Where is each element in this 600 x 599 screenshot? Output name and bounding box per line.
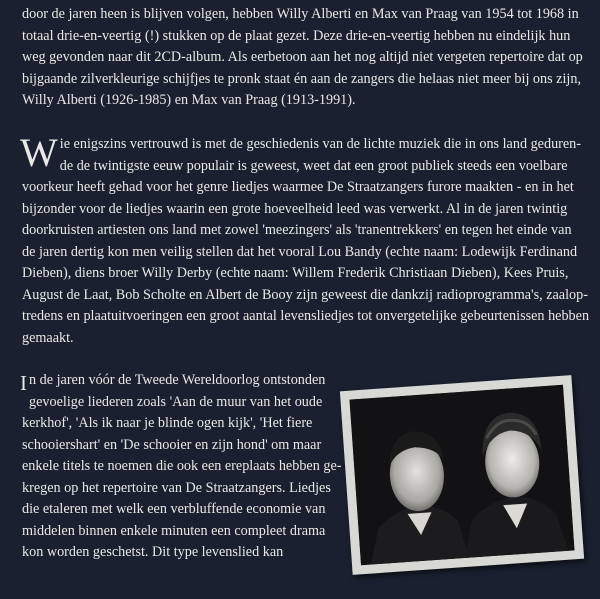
text-line: bijgaande zilverkleurige schijfjes te pronk staat én aan de zangers die helaas niet meer bij ons zijn, xyxy=(22,70,582,87)
text-line: Willy Alberti (1926-1985) en Max van Praag (1913-1991). xyxy=(22,92,356,108)
text-line: voorkeur heeft gehad voor het genre liedjes waarmee De Straatzangers furore maakten - en in het xyxy=(22,179,574,195)
photo-frame xyxy=(340,375,584,575)
text-line: enkele titels te noemen die ook een ereplaats hebben ge- xyxy=(22,458,342,474)
text-line: schooiershart' en 'De schooier en zijn hond' om maar xyxy=(22,436,322,453)
text-line: n de jaren vóór de Tweede Wereldoorlog ontstonden xyxy=(29,372,326,388)
text-line: de de twintigste eeuw populair is geweest, weet dat een groot publiek steeds een voelbare xyxy=(59,157,568,174)
drop-cap: W xyxy=(20,130,58,175)
text-line: ie enigszins vertrouwd is met de geschiedenis van de lichte muziek die in ons land geduren- xyxy=(59,136,582,152)
text-line: gevoelige liederen zoals 'Aan de muur van het oude xyxy=(29,393,323,410)
text-line: middelen binnen enkele minuten een compleet drama xyxy=(22,522,326,539)
text-line: totaal drie-en-veertig (!) stukken op de plaat gezet. Deze drie-en-veertig hebben nu eindelijk hun xyxy=(22,27,571,44)
text-line: de jaren dertig kon men veilig stellen dat het vooral Lou Bandy (echte naam: Lodewijk Ferdinand xyxy=(22,243,578,260)
drop-cap: I xyxy=(20,371,27,395)
framed-photo xyxy=(340,375,584,575)
text-line: door de jaren heen is blijven volgen, hebben Willy Alberti en Max van Praag van 1954 tot 1968 in xyxy=(22,6,579,22)
portrait-photo-two-singers xyxy=(349,385,574,566)
text-line: doorkruisten artiesten ons land met zowel 'meezingers' als 'tranentrekkers' en tegen het einde van xyxy=(22,222,572,238)
paragraph-prewar xyxy=(22,370,352,564)
text-line: August de Laat, Bob Scholte en Albert de Booy zijn geweest die dankzij radioprogramma's, zaalop- xyxy=(22,286,588,303)
paragraph-history xyxy=(20,130,590,349)
text-line: kregen op het repertoire van De Straatzangers. Liedjes xyxy=(22,479,331,496)
text-line: tredens en plaatuitvoeringen een groot aantal levensliedjes tot onvergetelijke gebeurtenissen hebben xyxy=(22,308,590,324)
paragraph-intro xyxy=(22,4,582,112)
text-line: die etaleren met welk een verbluffende economie van xyxy=(22,501,326,517)
text-line: weg gevonden naar dit 2CD-album. Als eerbetoon aan het nog altijd niet vergeten repertoire dat op xyxy=(22,49,583,65)
text-line: gemaakt. xyxy=(22,329,74,346)
text-line: Dieben), diens broer Willy Derby (echte naam: Willem Frederik Christiaan Dieben), Kees Pruis, xyxy=(22,265,569,281)
text-line: kon worden geschetst. Dit type levenslied kan xyxy=(22,544,284,560)
text-line: bijzonder voor de liedjes waarin een grote hoeveelheid leed was verwerkt. Al in de jaren twintig xyxy=(22,200,568,217)
text-line: kerkhof', 'Als ik naar je blinde ogen kijk', 'Het fiere xyxy=(22,415,313,431)
